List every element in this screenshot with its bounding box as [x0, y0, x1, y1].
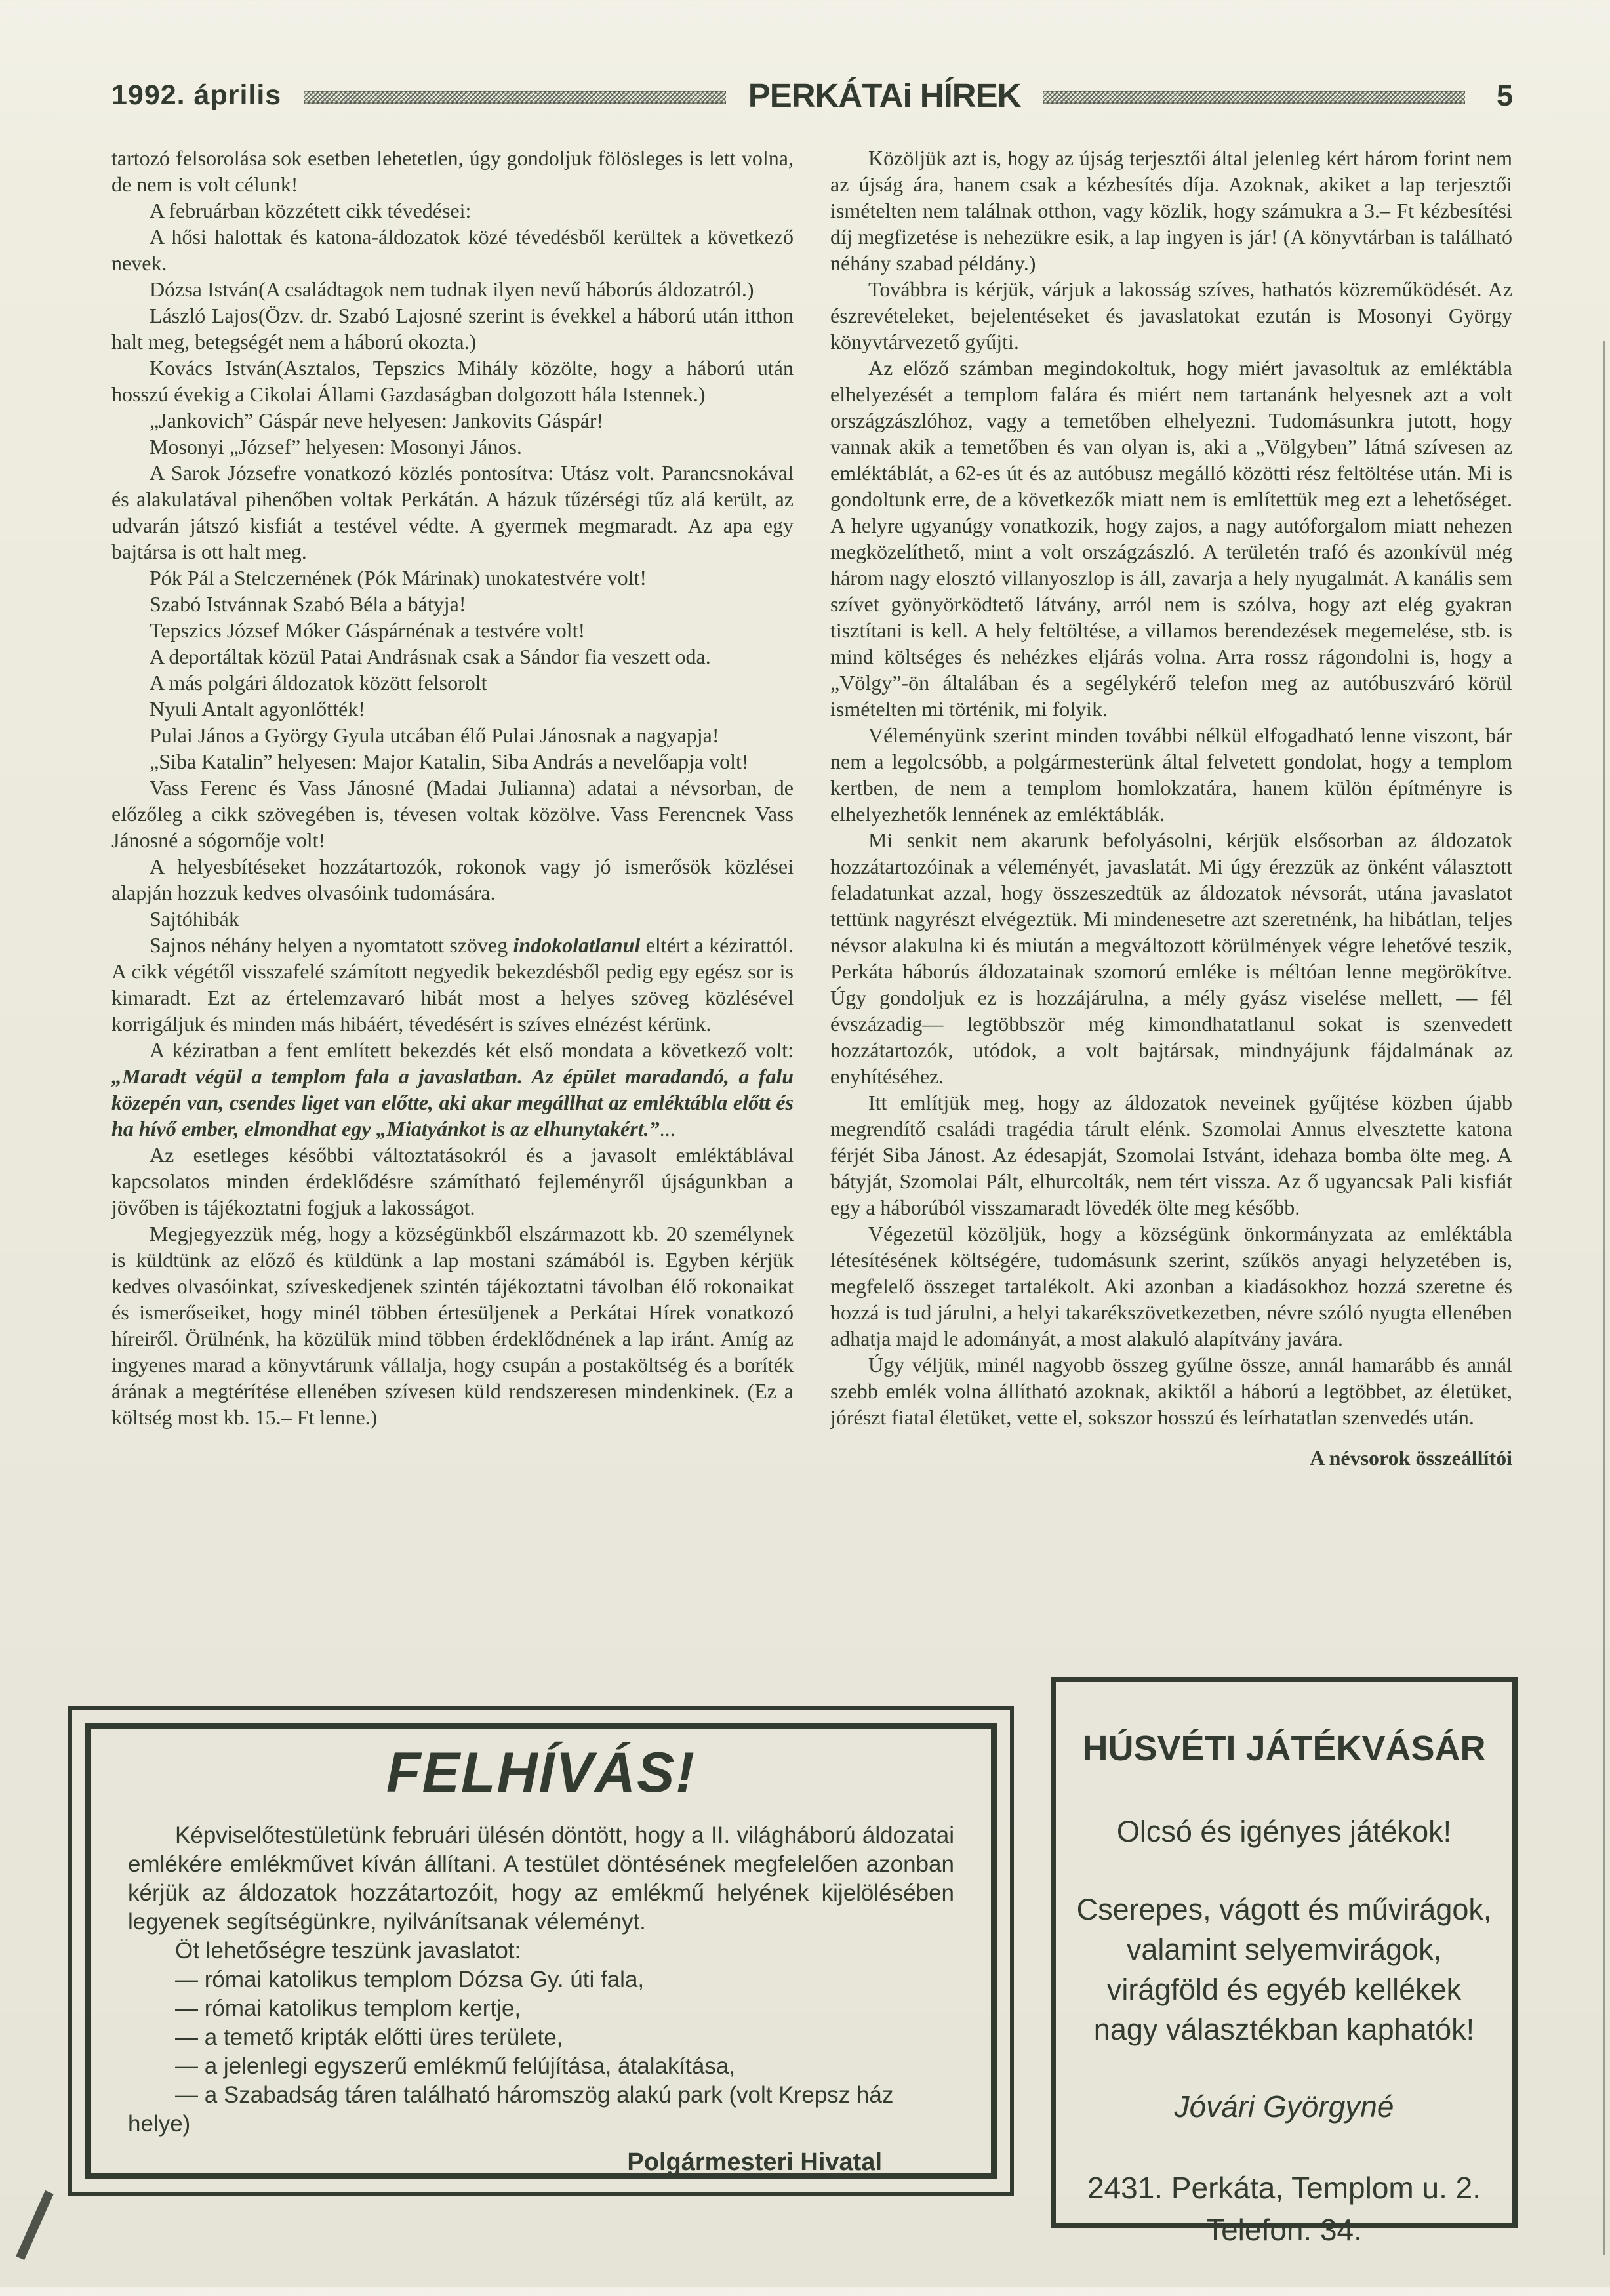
decorative-rule-left — [304, 91, 726, 104]
felhivas-notice-box — [68, 1706, 1014, 2196]
issue-date: 1992. április — [111, 79, 282, 111]
felhivas-option: — a temető kripták előtti üres területe, — [175, 2024, 563, 2050]
paragraph: A más polgári áldozatok között felsorolt — [150, 671, 487, 695]
paragraph: „Jankovich” Gáspár neve helyesen: Jankovits Gáspár! — [150, 409, 604, 432]
page-header — [111, 76, 1513, 115]
paragraph: Képviselőtestületünk februári ülésén döntött, hogy a II. világháború áldozatai emlékére emlékművet kíván állítani. A testület döntésének megfelelően azonban kérjük az áldozatok hozzátartozóit, hogy az emlékmű helyének kijelölésében legyenek segítségünkre, nyilvánítsanak véleményt. — [128, 1823, 954, 1935]
article-column-left — [111, 145, 794, 1686]
bottom-section — [111, 1686, 1513, 2296]
paragraph: Vass Ferenc és Vass Jánosné (Madai Julianna) adatai a névsorban, de előzőleg a cikk szövegében is, tévesen voltak közölve. Vass Ferencnek Vass Jánosné a sógornője volt! — [111, 776, 794, 852]
article-body — [111, 145, 1513, 1686]
paragraph: Mi senkit nem akarunk befolyásolni, kérjük elsősorban az áldozatok hozzátartozóinak a véleményét, javaslatát. Mi úgy érezzük az önként választott feladatunkat azzal, hogy összeszedtük az áldozatok névsorát, utána javaslatot tettünk nagyrészt elvégeztük. Mi mindenesetre azt szeretnénk, ha hibátlan, teljes névsor alakulna ki és miután a megváltozott körülmények végre lehetővé teszik, Perkáta háborús áldozatainak szomorú emléke is méltóan lenne megörökítve. Úgy gondoljuk ez is hozzájárulna, a mély gyász viselése mellett, — fél évszázadig— legtöbbször még kimondhatatlanul sokat is szenvedett hozzátartozók, utódok, a volt bajtársak, mindnyájunk fájdalmának az enyhítéséhez. — [830, 828, 1512, 1088]
paragraph: László Lajos(Özv. dr. Szabó Lajosné szerint is évekkel a háború után itthon halt meg, betegségét nem a háború okozta.) — [111, 304, 794, 353]
felhivas-option-list — [128, 1965, 954, 2139]
felhivas-option: — római katolikus templom Dózsa Gy. úti fala, — [175, 1967, 645, 1992]
paragraph: Itt említjük meg, hogy az áldozatok neveinek gyűjtése közben újabb megrendítő családi tragédia tárult elénk. Szomolai Annus elvesztette katona férjét Siba Jánost. Az édesapját, Szomolai Istvánt, idehaza bomba ölte meg. A bátyját, Szomolai Pált, elhurcolták, nem tért vissza. Az ő ugyancsak Pali kisfiát egy a háborúból visszamaradt lövedék ölte meg később. — [830, 1091, 1512, 1219]
paragraph: Pók Pál a Stelczernének (Pók Márinak) unokatestvére volt! — [150, 566, 647, 590]
paragraph: Pulai János a György Gyula utcában élő Pulai Jánosnak a nagyapja! — [150, 723, 719, 747]
paragraph: Sajtóhibák — [150, 907, 239, 931]
felhivas-title: FELHÍVÁS! — [386, 1741, 696, 1804]
paragraph: Nyuli Antalt agyonlőtték! — [150, 697, 365, 721]
felhivas-paragraphs — [128, 1821, 954, 1965]
paragraph: Közöljük azt is, hogy az újság terjesztői által jelenleg kért három forint nem az újság ára, hanem csak a kézbesítés díja. Azoknak, akiket a lap terjesztői ismételten nem találnak otthon, vagy közlik, hogy számukra a 3.– Ft kézbesítési díj megfizetése is nehezükre esik, a lap ingyen is jár! (A könyvtárban is található néhány szabad példány.) — [830, 146, 1512, 275]
paragraph: tartozó felsorolása sok esetben lehetetlen, úgy gondoljuk fölösleges is lett volna, de nem is volt célunk! — [111, 146, 794, 196]
husveti-signature: Jóvári Györgyné — [1174, 2089, 1394, 2124]
felhivas-option: — a Szabadság táren található háromszög alakú park (volt Krepsz ház helye) — [128, 2082, 894, 2137]
felhivas-signature: Polgármesteri Hivatal — [627, 2148, 882, 2176]
husveti-body-line: nagy választékban kaphatók! — [1093, 2013, 1475, 2046]
article-signature: A névsorok összeállítói — [1310, 1446, 1512, 1470]
husveti-body-line: virágföld és egyéb kellékek — [1106, 1973, 1462, 2006]
paragraph: A kéziratban a fent említett bekezdés két első mondata a következő volt: „Maradt végül a templom fala a javaslatban. Az épület maradandó, a falu közepén van, csendes liget van előtte, aki akar megállhat az emléktábla előtt és ha hívő ember, elmondhat egy „Miatyánkot is az elhunytakért.”... — [111, 1038, 794, 1140]
paragraph: Úgy véljük, minél nagyobb összeg gyűlne össze, annál hamarább és annál szebb emlék volna állítható azoknak, akiktől a háború a legtöbbet, az életüket, jórészt fiatal életüket, vette el, sokszor hosszú és leírhatatlan szenvedés után. — [830, 1353, 1512, 1429]
paragraph: Kovács István(Asztalos, Tepszics Mihály közölte, hogy a háború után hosszú évekig a Cikolai Állami Gazdaságban dolgozott hála Istennek.) — [111, 356, 794, 406]
paragraph: Sajnos néhány helyen a nyomtatott szöveg indokolatlanul eltért a kézirattól. A cikk végétől visszafelé számított negyedik bekezdésből pedig egy egész sor is kimaradt. Ezt az értelemzavaró hibát most a helyes szöveg közlésével korrigáljuk és minden más hibáért, tévedésért is szíves elnézést kérünk. — [111, 933, 794, 1036]
paragraph: Továbbra is kérjük, várjuk a lakosság szíves, hathatós közreműködését. Az észrevételeket, bejelentéseket és javaslatokat ezután is Mosonyi György könyvtárvezető gyűjti. — [830, 277, 1512, 353]
felhivas-option: — római katolikus templom kertje, — [175, 1996, 521, 2021]
paragraph: A Sarok Józsefre vonatkozó közlés pontosítva: Utász volt. Parancsnokával és alakulatával pihenőben voltak Perkátán. A házuk tűzérségi tűz alá került, az udvarán játszó kisfiát a testével védte. A gyermek megmaradt. Az apa egy bajtársa is ott halt meg. — [111, 461, 794, 563]
husveti-phone: Telefon: 34. — [1206, 2213, 1362, 2247]
paragraph: Öt lehetőségre teszünk javaslatot: — [175, 1938, 521, 1964]
husveti-address: 2431. Perkáta, Templom u. 2. — [1087, 2171, 1481, 2205]
decorative-rule-right — [1043, 91, 1465, 104]
paragraph: Dózsa István(A családtagok nem tudnak ilyen nevű háborús áldozatról.) — [150, 277, 754, 301]
felhivas-notice-inner — [85, 1723, 997, 2179]
paragraph: Az esetleges későbbi változtatásokról és a javasolt emléktáblával kapcsolatos minden érdeklődésre számítható fejleményről újságunkban a jövőben is tájékoztatni fogjuk a lakosságot. — [111, 1143, 794, 1219]
paragraph: A helyesbítéseket hozzátartozók, rokonok vagy jó ismerősök közlései alapján hozzuk kedves olvasóink tudomására. — [111, 855, 794, 904]
easter-toy-fair-ad-box — [1051, 1677, 1518, 2247]
husveti-body-text — [1070, 1889, 1498, 2049]
paragraph: Megjegyezzük még, hogy a községünkből elszármazott kb. 20 személynek is küldtünk az előző és küldünk a lap mostani számából is. Egyben kérjük kedves olvasóinkat, szíveskedjenek szintén tájékoztatni távolban élő rokonaikat és ismerőseiket, hogy minél többen értesüljenek a Perkátai Hírek vonatkozó híreiről. Örülnénk, ha közülük mind többen érdeklődnének a lap iránt. Amíg az ingyenes marad a könyvtárunk vállalja, hogy csupán a postaköltség és a boríték árának a megtérítése ellenében szívesen küld rendszeresen mindenkinek. (Ez a költség most kb. 15.– Ft lenne.) — [111, 1222, 794, 1429]
scan-edge-artifact — [1603, 341, 1605, 2255]
paragraph: Az előző számban megindokoltuk, hogy miért javasoltuk az emléktábla elhelyezését a templom falára és miért nem tartanánk helyesnek azt a volt országzászlóhoz, vagy a temetőben elhelyezni. Tudomásunkra jutott, hogy vannak akik a temetőben és van olyan is, aki a „Völgyben” látná szívesen az emléktáblát, a 62-es út és az autóbusz megálló közötti rész feltöltése után. Mi is gondoltunk erre, de a következők miatt nem is említettük meg ezt a lehetőséget. A helyre ugyanúgy vonatkozik, hogy zajos, a nagy autóforgalom miatt nehezen megközelíthető, mint a volt országzászló. A területén trafó és azonkívül még három nagy elosztó villanyoszlop is áll, zavarja a hely nyugalmát. A kanális sem szívet gyönyörködtető látvány, arról nem is szólva, hogy azt elég gyakran tisztítani is kell. A hely feltöltése, a villamos berendezések megemelése, stb. is mind költséges és nehézkes eljárás volna. Arra rossz rágondolni is, hogy a „Völgy”-ön általában és a segélykérő telefon meg az autóbuszváró körül ismételten mi történik, mi folyik. — [830, 356, 1512, 721]
paragraph: Tepszics József Móker Gáspárnénak a testvére volt! — [150, 618, 586, 642]
paragraph: A deportáltak közül Patai Andrásnak csak a Sándor fia veszett oda. — [150, 645, 711, 668]
paragraph: A hősi halottak és katona-áldozatok közé tévedésből kerültek a következő nevek. — [111, 225, 794, 275]
paragraph: Mosonyi „József” helyesen: Mosonyi János. — [150, 435, 522, 458]
paragraph: Végezetül közöljük, hogy a községünk önkormányzata az emléktábla létesítésének költségére, tudomásunk szerint, szűkös anyagi helyzetében is, megfelelő összeget tartalékolt. Aki azonban a kiadásokhoz hozzá szeretne és hozzá is tud járulni, a helyi takarékszövetkezetben, névre szóló nyugta ellenében adhatja majd le adományát, a most alakuló alapítvány javára. — [830, 1222, 1512, 1350]
paragraph: „Siba Katalin” helyesen: Major Katalin, Siba András a nevelőapja volt! — [150, 750, 749, 773]
paragraph: Véleményünk szerint minden további nélkül elfogadható lenne viszont, bár nem a legolcsóbb, a polgármesterünk által felvetett gondolat, hogy a templom kertben, de nem a templom homlokzatára, hanem külön építményre is elhelyezhetők lennének az emléktáblák. — [830, 723, 1512, 826]
husveti-body-line: valamint selyemvirágok, — [1126, 1933, 1442, 1966]
husveti-subtitle: Olcsó és igényes játékok! — [1116, 1815, 1452, 1848]
husveti-title: HÚSVÉTI JÁTÉKVÁSÁR — [1082, 1729, 1486, 1768]
page-number: 5 — [1496, 78, 1514, 112]
article-column-right — [830, 145, 1512, 1686]
felhivas-option: — a jelenlegi egyszerű emlékmű felújítása, átalakítása, — [175, 2053, 736, 2079]
paragraph: A februárban közzétett cikk tévedései: — [150, 199, 472, 222]
husveti-body-line: Cserepes, vágott és művirágok, — [1076, 1893, 1492, 1926]
masthead-title: PERKÁTAi HÍREK — [748, 77, 1021, 114]
paragraph: Szabó Istvánnak Szabó Béla a bátyja! — [150, 592, 466, 616]
